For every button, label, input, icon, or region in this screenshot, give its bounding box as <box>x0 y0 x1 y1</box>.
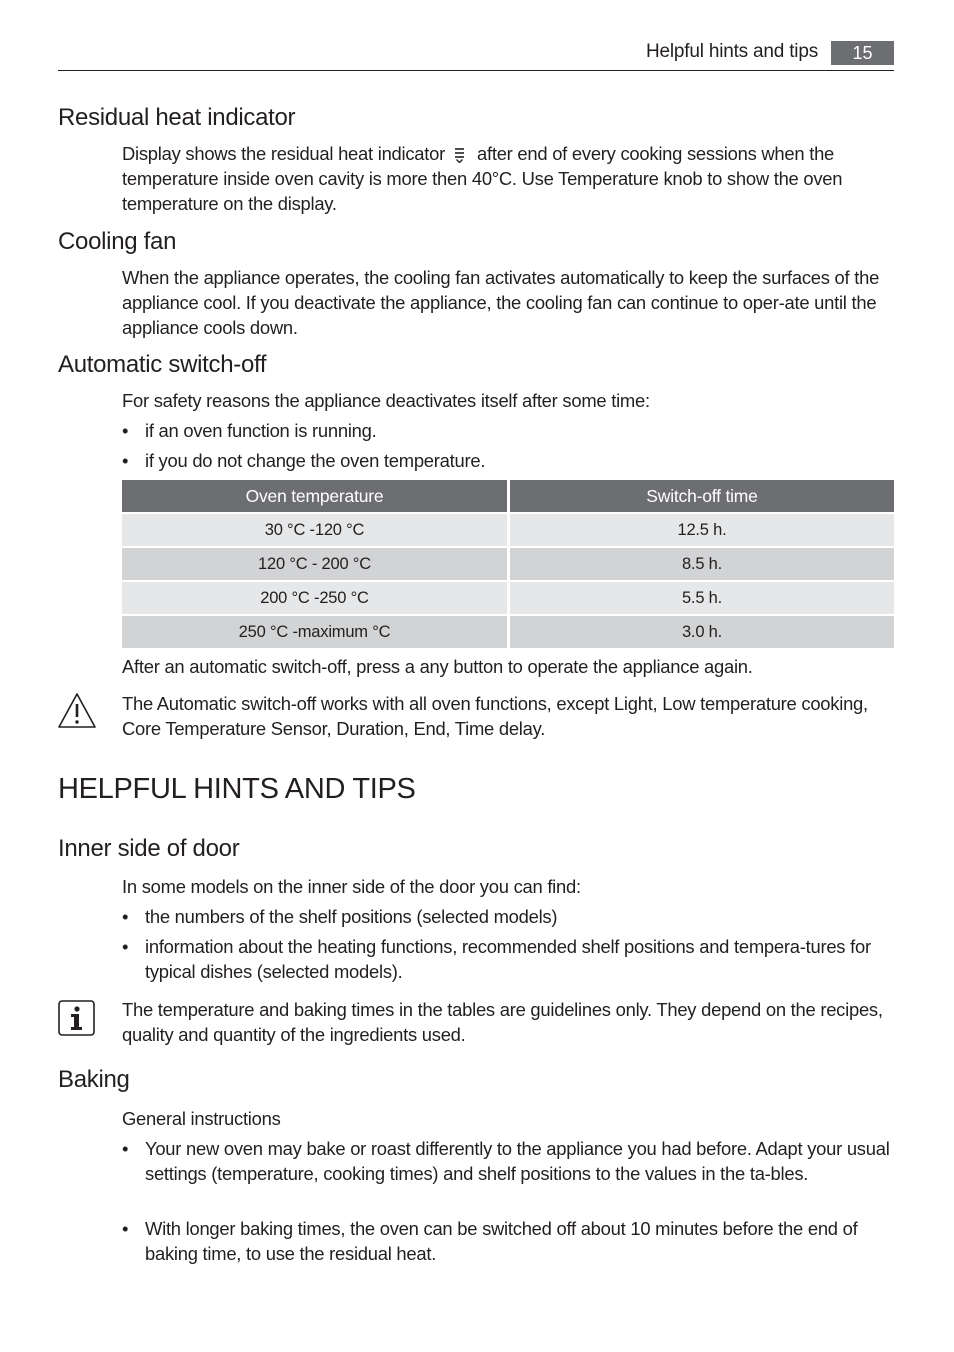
running-header: Helpful hints and tips <box>646 41 818 62</box>
residual-heat-text <box>122 141 894 216</box>
baking-heading: Baking <box>58 1066 130 1093</box>
switch-off-after-text: After an automatic switch-off, press a any button to operate the appliance again. <box>122 656 753 677</box>
table-cell: 5.5 h. <box>510 582 894 616</box>
inner-door-heading: Inner side of door <box>58 835 240 862</box>
table-cell: 200 °C -250 °C <box>122 582 510 616</box>
table-row <box>122 514 894 548</box>
info-note: The temperature and baking times in the tables are guidelines only. They depend on the recipes, quality and quantity of the ingredients used. <box>122 999 883 1045</box>
list-item <box>122 934 894 984</box>
table-cell: 8.5 h. <box>510 548 894 582</box>
table-cell: 30 °C -120 °C <box>122 514 510 548</box>
list-item-text: if an oven function is running. <box>145 420 377 441</box>
list-item <box>122 448 894 473</box>
column-header-switch-off-time: Switch-off time <box>510 480 894 514</box>
list-item-text: if you do not change the oven temperature. <box>145 450 486 471</box>
table-cell: 250 °C -maximum °C <box>122 616 510 650</box>
header-rule <box>58 70 894 71</box>
switch-off-intro: For safety reasons the appliance deactivates itself after some time: <box>122 390 650 411</box>
bullet-dot: • <box>122 420 129 441</box>
list-item-text: With longer baking times, the oven can be switched off about 10 minutes before the end of baking time, to use the residual heat. <box>145 1218 858 1264</box>
residual-heat-text-end: after end of every cooking sessions when the temperature inside oven cavity is more then 40°C. Use Temperature knob to show the oven temperature on the display. <box>122 143 843 214</box>
warning-triangle-icon <box>57 692 97 729</box>
cooling-fan-text: When the appliance operates, the cooling fan activates automatically to keep the surfaces of the appliance cool. If you deactivate the appliance, the cooling fan can continue to oper-ate until the appliance cools down. <box>122 267 880 338</box>
bullet-dot: • <box>122 1138 129 1159</box>
baking-subheading: General instructions <box>122 1108 281 1129</box>
list-item-text: Your new oven may bake or roast differently to the appliance you had before. Adapt your usual settings (temperature, cooking times) and shelf positions to the values in the ta-bles. <box>145 1138 890 1184</box>
list-item-text: the numbers of the shelf positions (selected models) <box>145 906 558 927</box>
column-header-temperature: Oven temperature <box>122 480 510 514</box>
table-row <box>122 616 894 650</box>
list-item-text: information about the heating functions, recommended shelf positions and tempera-tures for typical dishes (selected models). <box>145 936 871 982</box>
list-item <box>122 1136 894 1186</box>
warning-note: The Automatic switch-off works with all oven functions, except Light, Low temperature cooking, Core Temperature Sensor, Duration, End, Time delay. <box>122 693 868 739</box>
section-title: HELPFUL HINTS AND TIPS <box>58 773 416 805</box>
inner-door-intro: In some models on the inner side of the door you can find: <box>122 876 581 897</box>
table-row <box>122 582 894 616</box>
residual-heat-icon <box>453 145 467 163</box>
cooling-fan-heading: Cooling fan <box>58 228 177 255</box>
residual-heat-text-start: Display shows the residual heat indicator <box>122 143 445 164</box>
page-number: 15 <box>831 41 894 65</box>
info-icon <box>58 1000 95 1036</box>
table-cell: 120 °C - 200 °C <box>122 548 510 582</box>
switch-off-table <box>122 480 894 650</box>
bullet-dot: • <box>122 936 129 957</box>
list-item <box>122 418 894 443</box>
table-cell: 12.5 h. <box>510 514 894 548</box>
list-item <box>122 1216 894 1266</box>
bullet-dot: • <box>122 906 129 927</box>
bullet-dot: • <box>122 450 129 471</box>
bullet-dot: • <box>122 1218 129 1239</box>
list-item <box>122 904 894 929</box>
table-row <box>122 548 894 582</box>
table-cell: 3.0 h. <box>510 616 894 650</box>
residual-heat-heading: Residual heat indicator <box>58 104 296 131</box>
table-header-row <box>122 480 894 514</box>
switch-off-heading: Automatic switch-off <box>58 351 267 378</box>
